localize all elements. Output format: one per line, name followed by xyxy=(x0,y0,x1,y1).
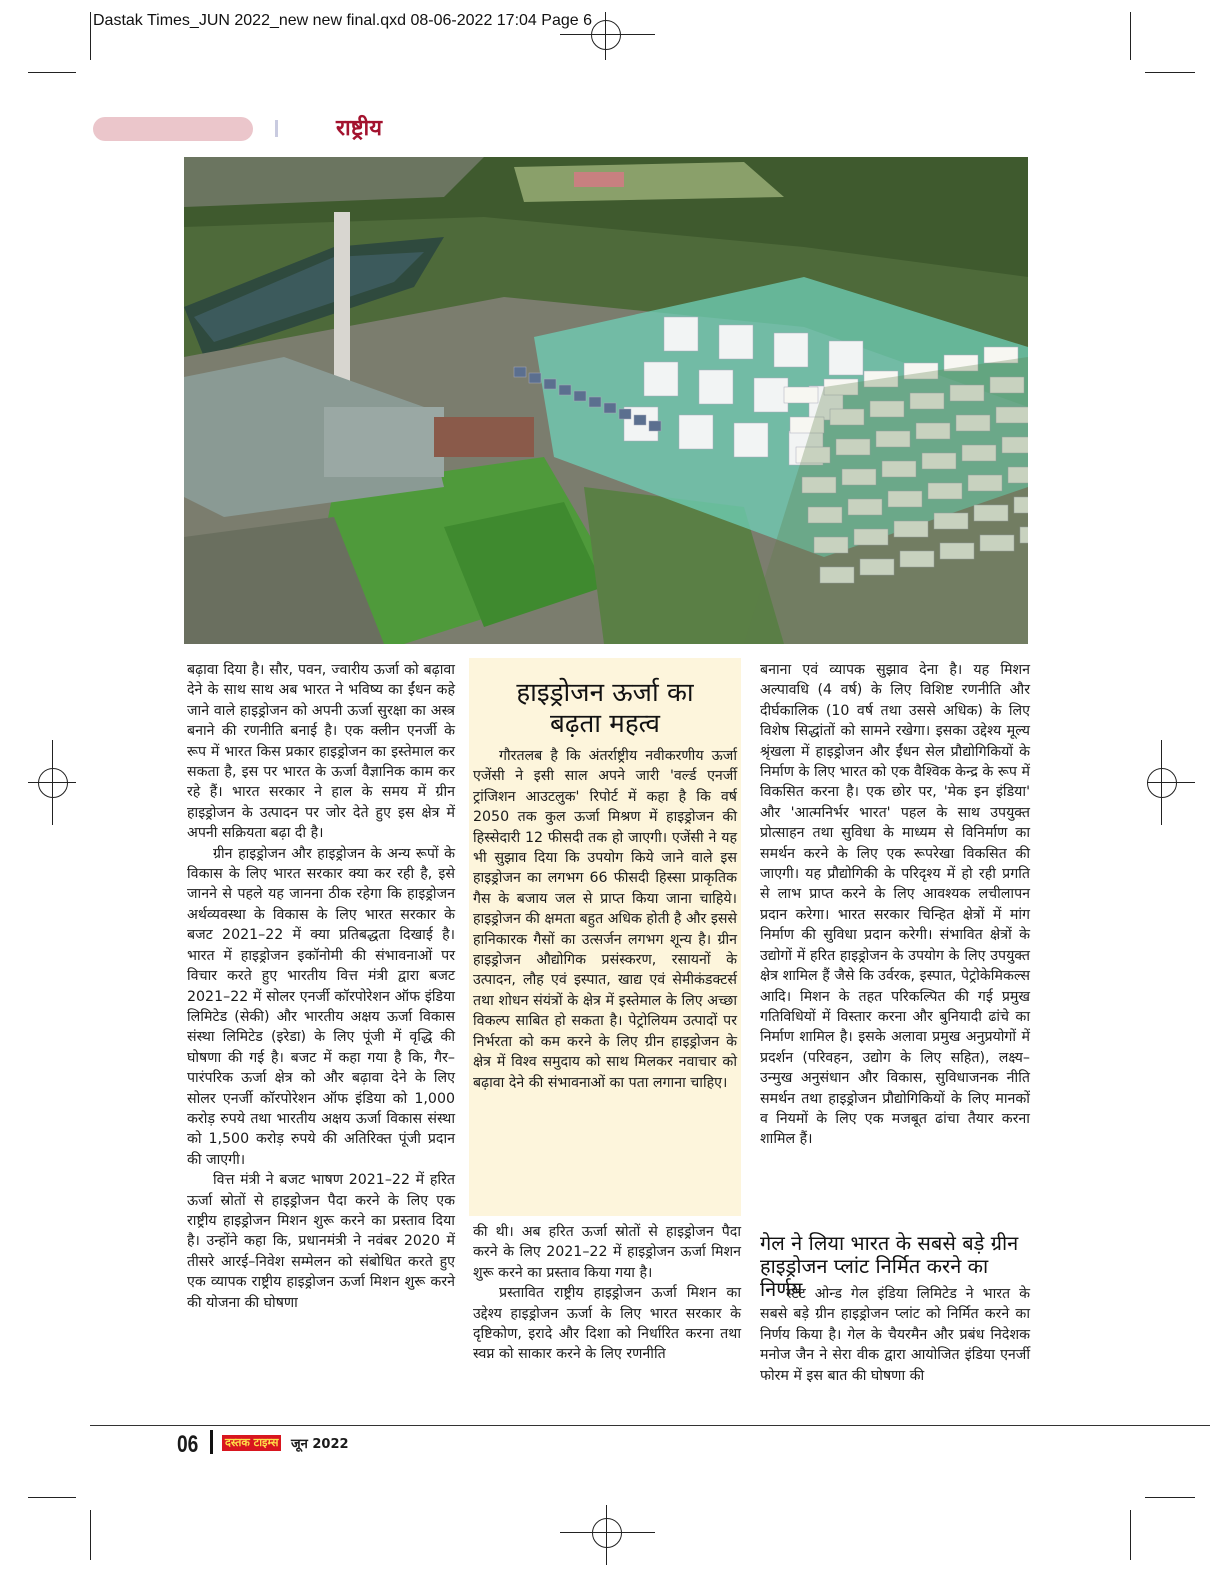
issue-date: जून 2022 xyxy=(291,1437,349,1452)
plant-module xyxy=(664,317,698,351)
plant-module xyxy=(634,415,646,425)
body-paragraph: बढ़ावा दिया है। सौर, पवन, ज्वारीय ऊर्जा को बढ़ावा देने के साथ साथ अब भारत ने भविष्य का ईंधन कहे जाने वाले हाइड्रोजन को अपनी ऊर्जा सुरक्षा का अस्त्र बनाने की रणनीति बनाई है। एक क्लीन एनर्जी के रूप में भारत किस प्रकार हाइड्रोजन का इस्तेमाल कर सकता है, इस पर भारत के ऊर्जा वैज्ञानिक काम कर रहे हैं। भारत सरकार ने हाल के समय में ग्रीन हाइड्रोजन के उत्पादन पर जोर देते हुए इस क्षेत्र में अपनी सक्रियता बढ़ा दी है। xyxy=(187,662,455,842)
plant-module xyxy=(719,325,753,359)
magazine-logo: दस्तक टाइम्स xyxy=(222,1435,281,1451)
body-paragraph: स्टेट ओन्ड गेल इंडिया लिमिटेड ने भारत के सबसे बड़े ग्रीन हाइड्रोजन प्लांट को निर्मित करने का निर्णय किया है। गेल के चैयरमैन और प्रबंध निदेशक मनोज जैन ने सेरा वीक द्वारा आयोजित इंडिया एनर्जी फोरम में इस बात की घोषणा की xyxy=(760,1286,1030,1384)
plant-module xyxy=(699,370,733,404)
plant-module xyxy=(679,415,713,449)
registration-mark-icon xyxy=(591,20,621,50)
crop-mark xyxy=(90,12,91,60)
registration-mark-icon xyxy=(592,1518,622,1548)
plant-module xyxy=(544,379,556,389)
plant-module xyxy=(559,385,571,395)
sidebar-heading-line: बढ़ता महत्व xyxy=(549,709,660,739)
body-paragraph: की थी। अब हरित ऊर्जा स्रोतों से हाइड्रोजन पैदा करने के लिए 2021–22 में हाइड्रोजन ऊर्जा मिशन शुरू करने का प्रस्ताव किया गया है। xyxy=(473,1224,741,1281)
plant-module xyxy=(754,378,788,412)
subheading-gail: गेल ने लिया भारत के सबसे बड़े ग्रीन हाइड्रोजन प्लांट निर्मित करने का निर्णय xyxy=(760,1231,1019,1301)
crop-mark xyxy=(1130,12,1131,60)
body-paragraph: ग्रीन हाइड्रोजन और हाइड्रोजन के अन्य रूपों के विकास के लिए भारत सरकार क्या कर रही है, इसे जानने से पहले यह जानना ठीक रहेगा कि हाइड्रोजन अर्थव्यवस्था के विकास के लिए भारत सरकार के बजट 2021–22 में क्या प्रतिबद्धता दिखाई है। भारत में हाइड्रोजन इकॉनोमी की संभावनाओं पर विचार करते हुए भारतीय वित्त मंत्री द्वारा बजट 2021–22 में सोलर एनर्जी कॉरपोरेशन ऑफ इंडिया लिमिटेड (सेकी) और भारतीय अक्षय ऊर्जा विकास संस्था लिमिटेड (इरेडा) के लिए पूंजी में वृद्धि की घोषणा की गई है। बजट में कहा गया है कि, गैर–पारंपरिक ऊर्जा क्षेत्र को और बढ़ावा देने के लिए सोलर एनर्जी कॉरपोरेशन ऑफ इंडिया को 1,000 करोड़ रुपये तथा भारतीय अक्षय ऊर्जा विकास संस्था को 1,500 करोड़ रुपये की अतिरिक्त पूंजी प्रदान की जाएगी। xyxy=(187,845,455,1168)
sidebar-heading xyxy=(473,678,737,740)
crop-mark xyxy=(90,1510,91,1560)
crop-mark xyxy=(1130,1510,1131,1560)
registration-mark-icon xyxy=(1147,768,1177,798)
sidebar-paragraph: गौरतलब है कि अंतर्राष्ट्रीय नवीकरणीय ऊर्जा एजेंसी ने इसी साल अपने जारी 'वर्ल्ड एनर्जी ट्रांजिशन आउटलुक' रिपोर्ट में कहा है कि वर्ष 2050 तक कुल ऊर्जा मिश्रण में हाइड्रोजन की हिस्सेदारी 12 फीसदी तक हो जाएगी। एजेंसी ने यह भी सुझाव दिया कि उपयोग किये जाने वाले इस हाइड्रोजन का लगभग 66 फीसदी हिस्सा प्राकृतिक गैस के बजाय जल से प्राप्त किया जाना चाहिये। हाइड्रोजन की क्षमता बहुत अधिक होती है और इससे हानिकारक गैसों का उत्सर्जन लगभग शून्य है। ग्रीन हाइड्रोजन औद्योगिक प्रसंस्करण, रसायनों के उत्पादन, लौह एवं इस्पात, खाद्य एवं सेमीकंडक्टर्स तथा शोधन संयंत्रों के क्षेत्र में इस्तेमाल के लिए अच्छा विकल्प साबित हो सकता है। पेट्रोलियम उत्पादों पर निर्भरता को कम करने के लिए ग्रीन हाइड्रोजन के क्षेत्र में विश्व समुदाय को साथ मिलकर नवाचार को बढ़ावा देने की संभावनाओं का पता लगाना चाहिए। xyxy=(473,748,737,1091)
printer-slug: Dastak Times_JUN 2022_new new final.qxd 08-06-2022 17:04 Page 6 xyxy=(93,12,592,29)
plant-module xyxy=(574,391,586,401)
registration-mark-icon xyxy=(38,768,68,798)
article-column-3 xyxy=(760,660,1030,1150)
section-divider xyxy=(275,120,278,137)
section-pill xyxy=(93,117,253,141)
plant-module xyxy=(649,421,661,431)
plant-module xyxy=(619,409,631,419)
plant-module xyxy=(529,373,541,383)
body-paragraph: वित्त मंत्री ने बजट भाषण 2021–22 में हरित ऊर्जा स्रोतों से हाइड्रोजन पैदा करने के लिए एक राष्ट्रीय हाइड्रोजन मिशन शुरू करने का प्रस्ताव दिया है। उन्होंने कहा कि, प्रधानमंत्री ने नवंबर 2020 में तीसरे आरई–निवेश सम्मेलन को संबोधित करते हुए एक व्यापक राष्ट्रीय हाइड्रोजन ऊर्जा मिशन शुरू करने की योजना की घोषणा xyxy=(187,1172,455,1311)
body-paragraph: बनाना एवं व्यापक सुझाव देना है। यह मिशन अल्पावधि (4 वर्ष) के लिए विशिष्ट रणनीति और दीर्घकालिक (10 वर्ष तथा उससे अधिक) के लिए विशेष सिद्धांतों को सामने रखेगा। इसका उद्देश्य मूल्य श्रृंखला में हाइड्रोजन और ईंधन सेल प्रौद्योगिकियों के निर्माण के लिए भारत को एक वैश्विक केन्द्र के रूप में विकसित करना है। एक छोर पर, 'मेक इन इंडिया' और 'आत्मनिर्भर भारत' पहल के साथ उपयुक्त प्रोत्साहन तथा सुविधा के माध्यम से विनिर्माण का समर्थन करने के लिए एक रूपरेखा विकसित की जाएगी। यह प्रौद्योगिकी के परिदृश्य में हो रही प्रगति से लाभ प्राप्त करने के लिए आवश्यक लचीलापन प्रदान करेगा। भारत सरकार चिन्हित क्षेत्रों में मांग निर्माण की सुविधा प्रदान करेगी। संभावित क्षेत्रों के उद्योगों में हरित हाइड्रोजन के उपयोग के लिए उपयुक्त क्षेत्र शामिल हैं जैसे कि उर्वरक, इस्पात, पेट्रोकेमिकल्स आदि। मिशन के तहत परिकल्पित की गई प्रमुख गतिविधियों में विस्तार करना और बुनियादी ढांचे का निर्माण शामिल है। इसके अलावा प्रमुख अनुप्रयोगों में प्रदर्शन (परिवहन, उद्योग के लिए सहित), लक्ष्य–उन्मुख अनुसंधान और विकास, सुविधाजनक नीति समर्थन तथा हाइड्रोजन प्रौद्योगिकियों के लिए मानकों व नियमों के लिए एक मजबूत ढांचा तैयार करना शामिल हैं। xyxy=(760,662,1030,1148)
crop-mark xyxy=(1145,1497,1195,1498)
article-column-2 xyxy=(473,1222,741,1365)
sidebar-box xyxy=(469,658,741,1216)
plant-module xyxy=(644,362,678,396)
plant-module xyxy=(784,387,818,403)
article-column-3-sub xyxy=(760,1284,1030,1386)
plant-module xyxy=(514,367,526,377)
crop-mark xyxy=(1145,72,1195,73)
plant-module xyxy=(589,397,601,407)
crop-mark xyxy=(28,1497,76,1498)
body-paragraph: प्रस्तावित राष्ट्रीय हाइड्रोजन ऊर्जा मिशन का उद्देश्य हाइड्रोजन ऊर्जा के लिए भारत सरकार के दृष्टिकोण, इरादे और दिशा को निर्धारित करना तथा स्वप्न को साकार करने के लिए रणनीति xyxy=(473,1285,741,1363)
plant-module xyxy=(734,423,768,457)
crop-mark xyxy=(28,72,76,73)
plant-module xyxy=(774,333,808,367)
section-title: राष्ट्रीय xyxy=(336,116,383,141)
plant-module xyxy=(829,341,863,375)
plant-module xyxy=(604,403,616,413)
footer-divider xyxy=(210,1430,213,1454)
page-number: 06 xyxy=(177,1431,199,1458)
hero-photo-hydrogen-plant xyxy=(184,157,1028,644)
footer-rule xyxy=(90,1425,1210,1426)
sidebar-heading-line: हाइड्रोजन ऊर्जा का xyxy=(516,678,694,708)
article-column-1 xyxy=(187,660,455,1313)
